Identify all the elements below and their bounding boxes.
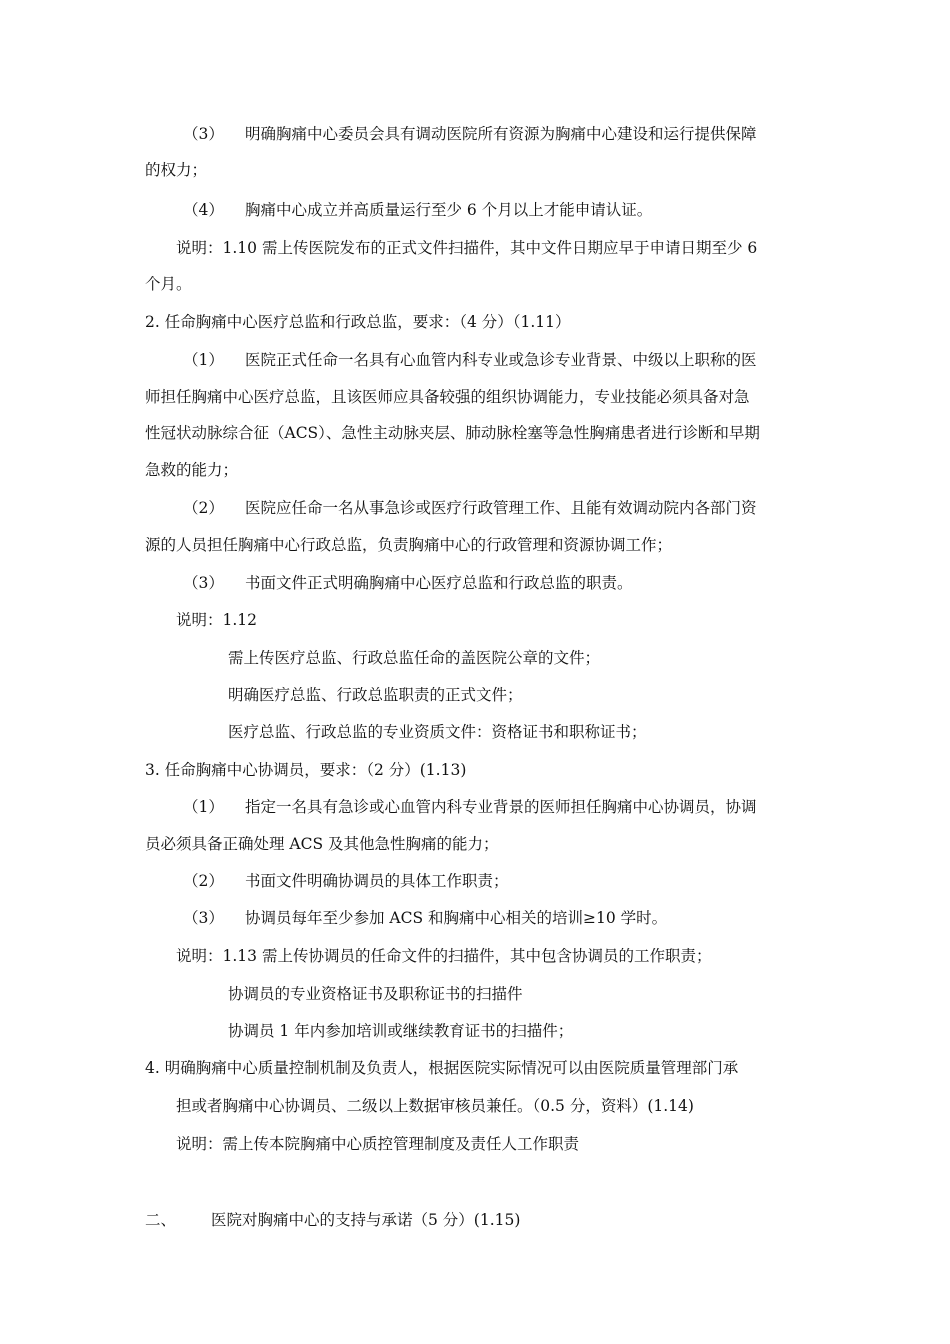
part-2-heading: 二、 医院对胸痛中心的支持与承诺（5 分）(1.15) xyxy=(145,1211,521,1229)
section-2-item-3: （3） 书面文件正式明确胸痛中心医疗总监和行政总监的职责。 xyxy=(183,574,633,592)
note-1-10-continuation: 个月。 xyxy=(145,275,192,293)
section-2-heading: 2. 任命胸痛中心医疗总监和行政总监，要求：（4 分）（1.11） xyxy=(145,313,571,331)
section-3-item-1: （1） 指定一名具有急诊或心血管内科专业背景的医师担任胸痛中心协调员，协调 xyxy=(183,798,757,816)
section-2-item-2: （2） 医院应任命一名从事急诊或医疗行政管理工作、且能有效调动院内各部门资 xyxy=(183,499,757,517)
section-3-heading: 3. 任命胸痛中心协调员，要求：（2 分）(1.13) xyxy=(145,761,467,779)
note-1-12: 说明：1.12 xyxy=(176,611,258,629)
section-3-item-2: （2） 书面文件明确协调员的具体工作职责； xyxy=(183,872,509,890)
section-2-item-1-line-4: 急救的能力； xyxy=(145,461,239,479)
note-1-13-item-1: 协调员的专业资格证书及职称证书的扫描件 xyxy=(228,985,523,1003)
section-2-item-1: （1） 医院正式任命一名具有心血管内科专业或急诊专业背景、中级以上职称的医 xyxy=(183,351,757,369)
section-3-item-1-line-2: 员必须具备正确处理 ACS 及其他急性胸痛的能力； xyxy=(145,835,499,853)
section-2-item-1-line-3: 性冠状动脉综合征（ACS）、急性主动脉夹层、肺动脉栓塞等急性胸痛患者进行诊断和早期 xyxy=(145,424,760,442)
note-1-13: 说明：1.13 需上传协调员的任命文件的扫描件，其中包含协调员的工作职责； xyxy=(176,947,712,965)
note-1-10: 说明：1.10 需上传医院发布的正式文件扫描件，其中文件日期应早于申请日期至少 6 xyxy=(176,239,758,257)
section-2-item-2-line-2: 源的人员担任胸痛中心行政总监，负责胸痛中心的行政管理和资源协调工作； xyxy=(145,536,673,554)
note-1-12-item-1: 需上传医疗总监、行政总监任命的盖医院公章的文件； xyxy=(228,649,601,667)
section-2-item-1-line-2: 师担任胸痛中心医疗总监，且该医师应具备较强的组织协调能力，专业技能必须具备对急 xyxy=(145,388,750,406)
note-1-14: 说明：需上传本院胸痛中心质控管理制度及责任人工作职责 xyxy=(176,1135,580,1153)
section-4-heading: 4. 明确胸痛中心质量控制机制及负责人，根据医院实际情况可以由医院质量管理部门承 xyxy=(145,1059,739,1077)
note-1-12-item-2: 明确医疗总监、行政总监职责的正式文件； xyxy=(228,686,523,704)
item-3-continuation: 的权力； xyxy=(145,161,208,179)
section-3-item-3: （3） 协调员每年至少参加 ACS 和胸痛中心相关的培训≥10 学时。 xyxy=(183,909,668,927)
section-4-line-2: 担或者胸痛中心协调员、二级以上数据审核员兼任。（0.5 分，资料）(1.14) xyxy=(176,1097,694,1115)
item-4-certification: （4） 胸痛中心成立并高质量运行至少 6 个月以上才能申请认证。 xyxy=(183,201,653,219)
item-3-committee: （3） 明确胸痛中心委员会具有调动医院所有资源为胸痛中心建设和运行提供保障 xyxy=(183,125,757,143)
note-1-12-item-3: 医疗总监、行政总监的专业资质文件：资格证书和职称证书； xyxy=(228,723,647,741)
note-1-13-item-2: 协调员 1 年内参加培训或继续教育证书的扫描件； xyxy=(228,1022,574,1040)
